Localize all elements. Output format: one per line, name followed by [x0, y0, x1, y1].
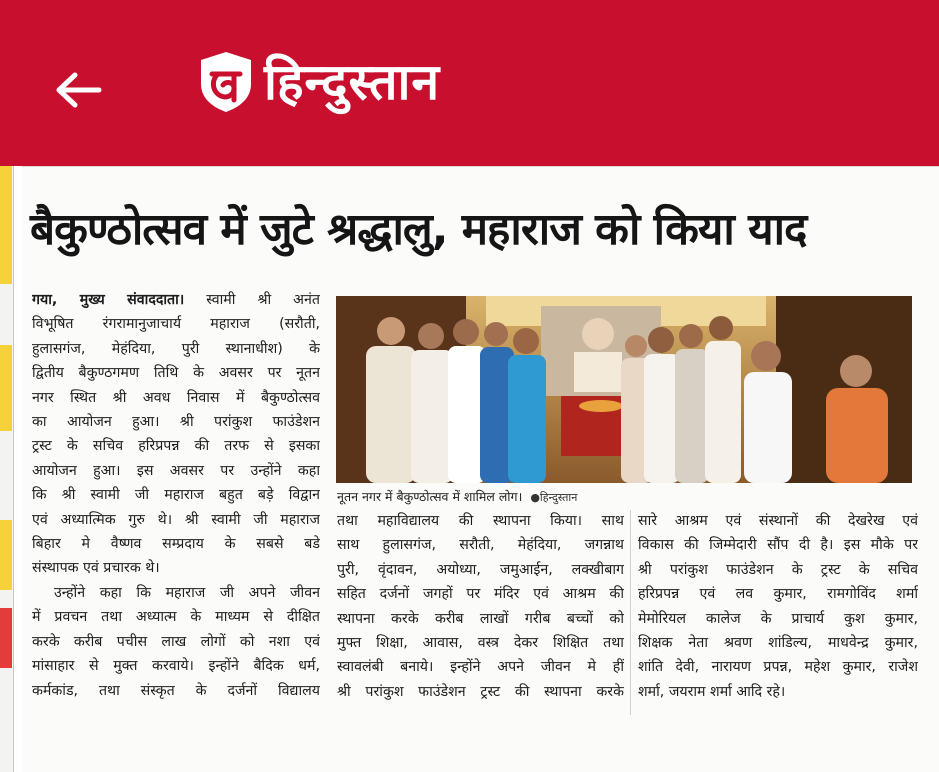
article-line: शिक्षक नेता श्रवण शांडिल्य, माधवेन्द्र कुमार,: [638, 635, 918, 652]
app-header: [0, 0, 939, 166]
article-column-1: [32, 288, 320, 703]
article-line: कि श्री स्वामी जी महाराज बहुत बड़े विद्वान: [32, 487, 320, 504]
brand: [198, 50, 440, 114]
adjacent-page-highlight: [0, 345, 12, 431]
article-line: नगर स्थित श्री अवध निवास में बैकुण्ठोत्सव: [32, 389, 320, 406]
back-button[interactable]: [50, 62, 106, 118]
article-line: श्री परांकुश फाउंडेशन के ट्रस्ट के सचिव: [638, 561, 918, 578]
column-divider: [630, 510, 631, 715]
article-line: द्वितीय बैकुण्ठगमण तिथि के अवसर पर नूतन: [32, 365, 320, 382]
article-line: एवं अध्यात्मिक गुरु थे। श्री स्वामी जी महाराज: [32, 511, 320, 528]
article-line: तथा महाविद्यालय की स्थापना किया। साथ: [337, 513, 624, 529]
article-line: कर्मकांड, तथा संस्कृत के दर्जनों विद्यालय: [32, 682, 320, 699]
article-line: में प्रवचन तथा अध्यात्म के माध्यम से दीक्षित: [32, 609, 320, 626]
article-column-2: [337, 509, 624, 704]
adjacent-page-highlight: [0, 166, 12, 284]
article-line: ट्रस्ट के सचिव हरिप्रपन्न की तरफ से इसका: [32, 438, 320, 455]
article-line: मुफ्त शिक्षा, आवास, वस्त्र देकर शिक्षित तथा: [337, 635, 624, 652]
article-line: विकास की जिम्मेदारी सौंप दी है। इस मौके पर: [638, 537, 918, 554]
article-line: गया, मुख्य संवाददाता। स्वामी श्री अनंत: [32, 292, 320, 308]
article-line: सारे आश्रम एवं संस्थानों की देखरेख एवं: [638, 513, 918, 529]
article-line: विभूषित रंगरामानुजाचार्य महाराज (सरौती,: [32, 316, 320, 333]
article-line: हुलासगंज, मेहंदिया, पुरी स्थानाधीश) के: [32, 340, 320, 357]
photo-caption: [337, 488, 913, 506]
photo-credit: ●हिन्दुस्तान: [530, 491, 578, 504]
brand-name: हिन्दुस्तान: [264, 53, 441, 111]
article-line: सहित दर्जनों जगहों पर मंदिर एवं आश्रम की: [337, 586, 624, 603]
adjacent-page-highlight: [0, 520, 12, 590]
caption-text: नूतन नगर में बैकुण्ठोत्सव में शामिल लोग।: [337, 489, 523, 504]
dateline: गया, मुख्य संवाददाता।: [32, 292, 185, 308]
arrow-left-icon: [53, 70, 103, 110]
article-headline: बैकुण्ठोत्सव में जुटे श्रद्धालु, महाराज को किया याद: [30, 204, 807, 255]
article-line: पुरी, वृंदावन, अयोध्या, जमुआईन, लक्खीबाग: [337, 561, 624, 578]
article-line: शांति देवी, नारायण प्रपन्न, महेश कुमार, राजेश: [638, 659, 918, 676]
article-line: शर्मा, जयराम शर्मा आदि रहे।: [638, 683, 786, 700]
divider: [22, 166, 939, 176]
article-line: श्री परांकुश फाउंडेशन ट्रस्ट की स्थापना करके: [337, 683, 624, 700]
article-line: स्वावलंबी बनाये। इन्होंने अपने जीवन मे हीं: [337, 659, 624, 676]
article-line: स्थापना करके करीब लाखों गरीब बच्चों को: [337, 610, 624, 627]
article-line: मांसाहार से मुक्त करवाये। इन्होंने बैदिक धर्म,: [32, 658, 320, 675]
article-column-3: [638, 509, 918, 704]
adjacent-page-highlight: [0, 608, 12, 668]
article-line: करके करीब पचीस लाख लोगों को नशा एवं: [32, 633, 320, 650]
article-line: उन्होंने कहा कि महाराज जी अपने जीवन: [54, 584, 320, 601]
article-line: बिहार मे वैष्णव सम्प्रदाय के सबसे बडे: [32, 536, 320, 553]
article-line: संस्थापक एवं प्रचारक थे।: [32, 560, 160, 577]
article-line: हरिप्रपन्न एवं लव कुमार, रामगोविंद शर्मा: [638, 586, 918, 603]
article-line: साथ हुलासगंज, सरौती, मेहंदिया, जगन्नाथ: [337, 537, 624, 554]
article-line: आयोजन हुआ। इस अवसर पर उन्होंने कहा: [32, 462, 320, 479]
article-line: का आयोजन हुआ। श्री परांकुश फाउंडेशन: [32, 414, 320, 431]
article-line: मेमोरियल कालेज के प्राचार्य कुश कुमार,: [638, 610, 918, 627]
article-photo: [336, 296, 912, 483]
hindustan-logo-icon: [198, 50, 254, 114]
group-photo-image: [336, 296, 912, 483]
